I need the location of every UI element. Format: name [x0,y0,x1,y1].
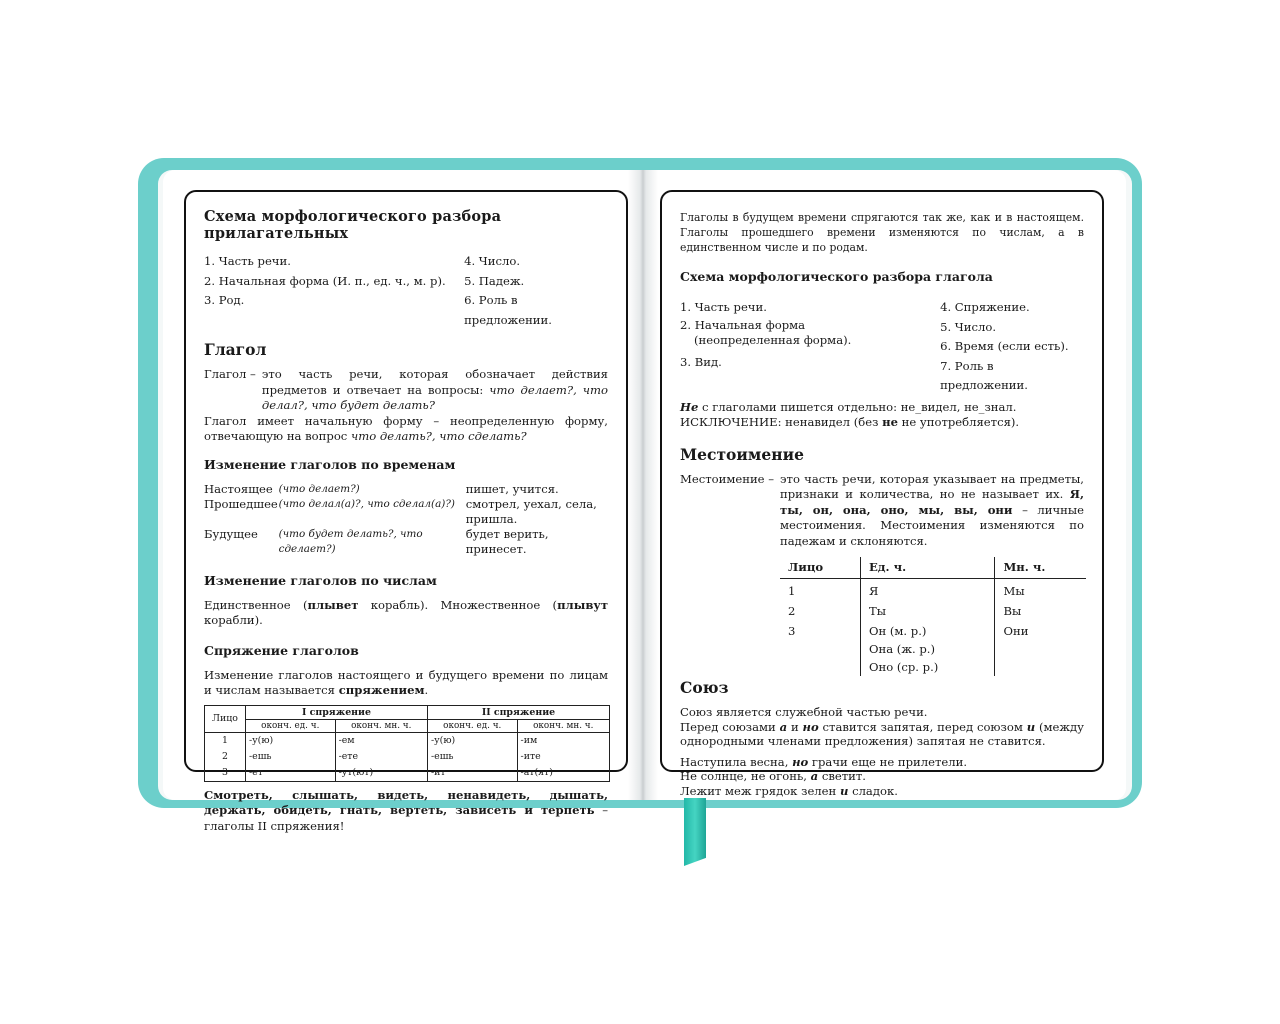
list-item: 2. Начальная форма [680,317,806,332]
exception-text: не употребляется). [897,415,1020,429]
verb-scheme-heading: Схема морфологического разбора глагола [680,269,993,284]
number-text [204,598,608,629]
plural-cell [995,640,1086,658]
ending-cell: -ет [246,765,336,782]
conjunction-word: и [839,783,849,798]
ne-rule-text: с глаголами пишется отдельно: не_видел, не_знал. [698,399,1017,414]
person-cell [780,658,860,676]
ending-cell: -у(ю) [246,732,336,749]
verb-initial-questions: что делать?, что сделать? [350,429,527,443]
pronoun-def-text: это часть речи, которая указывает на предметы, признаки и количества, но не называет их. [780,471,1084,501]
plural-cell [995,658,1086,676]
ending-cell: -ешь [427,749,517,765]
singular-cell: Оно (ср. р.) [860,658,995,676]
exception-text: ненавидел (без [781,415,883,429]
conjunction-word: но [792,754,809,769]
right-page [660,190,1104,798]
singular-cell: Я [860,579,995,601]
future-past-note: Глаголы в будущем времени спрягаются так же, как и в настоящем. Глаголы прошедшего времени изменяются по числам, а в единственном числе и по родам. [680,211,1084,254]
pronoun-def-text: – личные местоимения. Местоимения изменяются по падежам и склоняются. [780,502,1084,548]
example-text: Наступила весна, [680,754,793,769]
table-row [780,620,1086,640]
person-cell: 1 [205,732,246,749]
plural-header: Мн. ч. [995,557,1086,579]
tense-heading: Изменение глаголов по временам [204,456,456,472]
list-item: 5. Падеж. [464,273,525,288]
rule-text: и [787,719,803,734]
tense-name: Будущее [204,526,258,541]
table-row [780,600,1086,620]
verb-def-text: это часть речи, которая обозначает действия предметов и отвечает на вопросы: [261,367,608,397]
conjugation-text-part: Изменение глаголов настоящего и будущего времени по лицам и числам называется [204,667,608,697]
list-item: 1. Часть речи. [204,254,291,268]
tense-name: Прошедшее [204,496,278,511]
tense-example: пишет, учится. [465,481,559,496]
ending-cell: -ете [335,749,427,765]
list-item: 4. Спряжение. [940,300,1030,314]
example-text: сладок. [848,783,898,798]
tense-example: смотрел, уехал, села, пришла. [465,496,597,526]
rule-text: (между однородными членами предложения) запятая не ставится. [680,719,1084,748]
table-row [205,732,610,749]
plural-endings-header: оконч. мн. ч. [335,719,427,732]
plural-cell: Мы [995,579,1086,601]
rule-text: ставится запятая, перед союзом [818,719,1027,734]
example-line [680,755,1084,770]
number-text-bold: плывет [307,597,359,612]
conjunction-examples [680,755,1084,799]
example-text: светит. [818,769,866,783]
person-header: Лицо [205,705,246,732]
tense-row [204,497,608,527]
tense-question: (что делал(а)?, что сделал(а)?) [278,497,455,510]
ending-cell: -ем [335,732,427,749]
person-header: Лицо [780,557,860,579]
tense-name: Настоящее [204,481,273,496]
conjugation-term: спряжением [338,683,425,697]
table-row [780,579,1086,601]
ending-cell: -у(ю) [427,732,517,749]
ending-cell: -ут(ют) [335,765,427,782]
table-row [780,640,1086,658]
person-cell: 3 [788,624,796,638]
example-line [680,769,1084,784]
conjugation-text: Изменение глаголов настоящего и будущего времени по лицам и числам называется спряжением. [204,667,608,697]
singular-endings-header: оконч. ед. ч. [246,719,336,732]
exception-bold: не [882,415,898,429]
exception-verbs: Смотреть, слышать, видеть, ненавидеть, дышать, держать, обидеть, гнать, вертеть, зависеть и терпеть [204,787,608,817]
ending-cell: -ит [427,765,517,782]
list-item: 2. Начальная форма (И. п., ед. ч., м. р). [204,273,446,288]
table-row [780,658,1086,676]
conjunction-word: а [810,769,819,783]
ending-cell: -ешь [246,749,336,765]
exception-rule [680,415,1084,431]
list-item: 3. Вид. [680,354,722,369]
singular-cell: Она (ж. р.) [860,640,995,658]
pronoun-definition [680,472,1084,550]
rule-text: Перед союзами [680,719,780,734]
conjunction-intro: Союз является служебной частью речи. [680,705,928,719]
adjective-scheme-title: Схема морфологического разбора прилагательных [204,208,502,242]
conjugation-exceptions [204,788,608,835]
list-item: 6. Время (если есть). [940,339,1069,353]
verb-heading: Глагол [204,340,267,359]
person-cell: 2 [205,749,246,765]
verb-initial-form [204,414,608,445]
left-page [184,190,628,833]
exception-label: ИСКЛЮЧЕНИЕ: [680,415,782,429]
list-item: 1. Часть речи. [680,300,767,314]
personal-pronouns: Я, ты, он, она, оно, мы, вы, они [780,487,1084,517]
person-cell: 2 [788,604,796,618]
list-item: (неопределенная форма). [694,333,852,347]
tense-list [204,482,608,557]
tense-question: (что делает?) [278,482,360,495]
singular-endings-header: оконч. ед. ч. [427,719,517,732]
number-heading: Изменение глаголов по числам [204,572,437,588]
list-item: 3. Род. [204,293,245,307]
adjective-scheme-list [204,252,608,330]
person-cell [780,640,860,658]
conjunction-comma-rule [680,720,1084,749]
ne-rule [680,400,1084,416]
verb-def-questions: что делает?, что делал?, что будет делать? [261,382,608,412]
ending-cell: -ите [517,749,609,765]
list-item: 5. Число. [940,319,997,334]
ending-cell: -им [517,732,609,749]
singular-cell: Ты [860,600,995,620]
table-row [205,765,610,782]
verb-term: Глагол – [204,367,256,381]
example-text: грачи еще не прилетели. [808,754,968,769]
tense-row [204,482,608,497]
plural-endings-header: оконч. мн. ч. [517,719,609,732]
number-text-bold: плывут [557,597,609,612]
conjunction-word: и [1026,719,1036,734]
number-text-part: корабли). [204,613,263,627]
verb-initial-text: Глагол имеет начальную форму – неопределенную форму, отвечающую на вопрос [204,413,608,443]
person-cell: 1 [788,584,796,598]
example-text: Лежит меж грядок зелен [680,783,840,798]
conjunction-word: но [802,719,819,734]
person-cell: 3 [205,765,246,782]
bookmark-ribbon[interactable] [684,798,706,866]
singular-cell: Он (м. р.) [860,620,995,640]
plural-cell: Они [995,620,1086,640]
list-item: 7. Роль в предложении. [940,358,1028,392]
exception-note: – глаголы II спряжения! [204,803,609,833]
example-text: Не солнце, не огонь, [680,769,811,783]
book-gutter [628,170,658,800]
table-row [205,749,610,765]
tense-example: будет верить, принесет. [465,526,549,556]
conjugation-heading: Спряжение глаголов [204,642,359,658]
list-item: 4. Число. [464,254,521,268]
conjugation-table [204,705,610,782]
pronoun-term: Местоимение – [680,471,775,486]
tense-question: (что будет делать?, что сделает?) [278,527,423,555]
pronoun-table [780,557,1086,676]
ending-cell: -ат(ят) [517,765,609,782]
first-conjugation-header: I спряжение [246,705,428,719]
pronoun-heading: Местоимение [680,444,804,464]
number-text-part: Единственное ( [204,597,308,612]
conjunction-heading: Союз [680,678,729,697]
verb-scheme-list [680,298,1084,396]
verb-definition [204,367,608,414]
plural-cell: Вы [995,600,1086,620]
example-line [680,784,1084,799]
conjunction-word: а [779,719,788,734]
tense-row [204,527,608,557]
singular-header: Ед. ч. [860,557,995,579]
ne-particle: Не [680,399,699,414]
list-item: 6. Роль в предложении. [464,293,552,327]
number-text-part: корабль). Множественное ( [358,597,558,612]
second-conjugation-header: II спряжение [427,705,609,719]
